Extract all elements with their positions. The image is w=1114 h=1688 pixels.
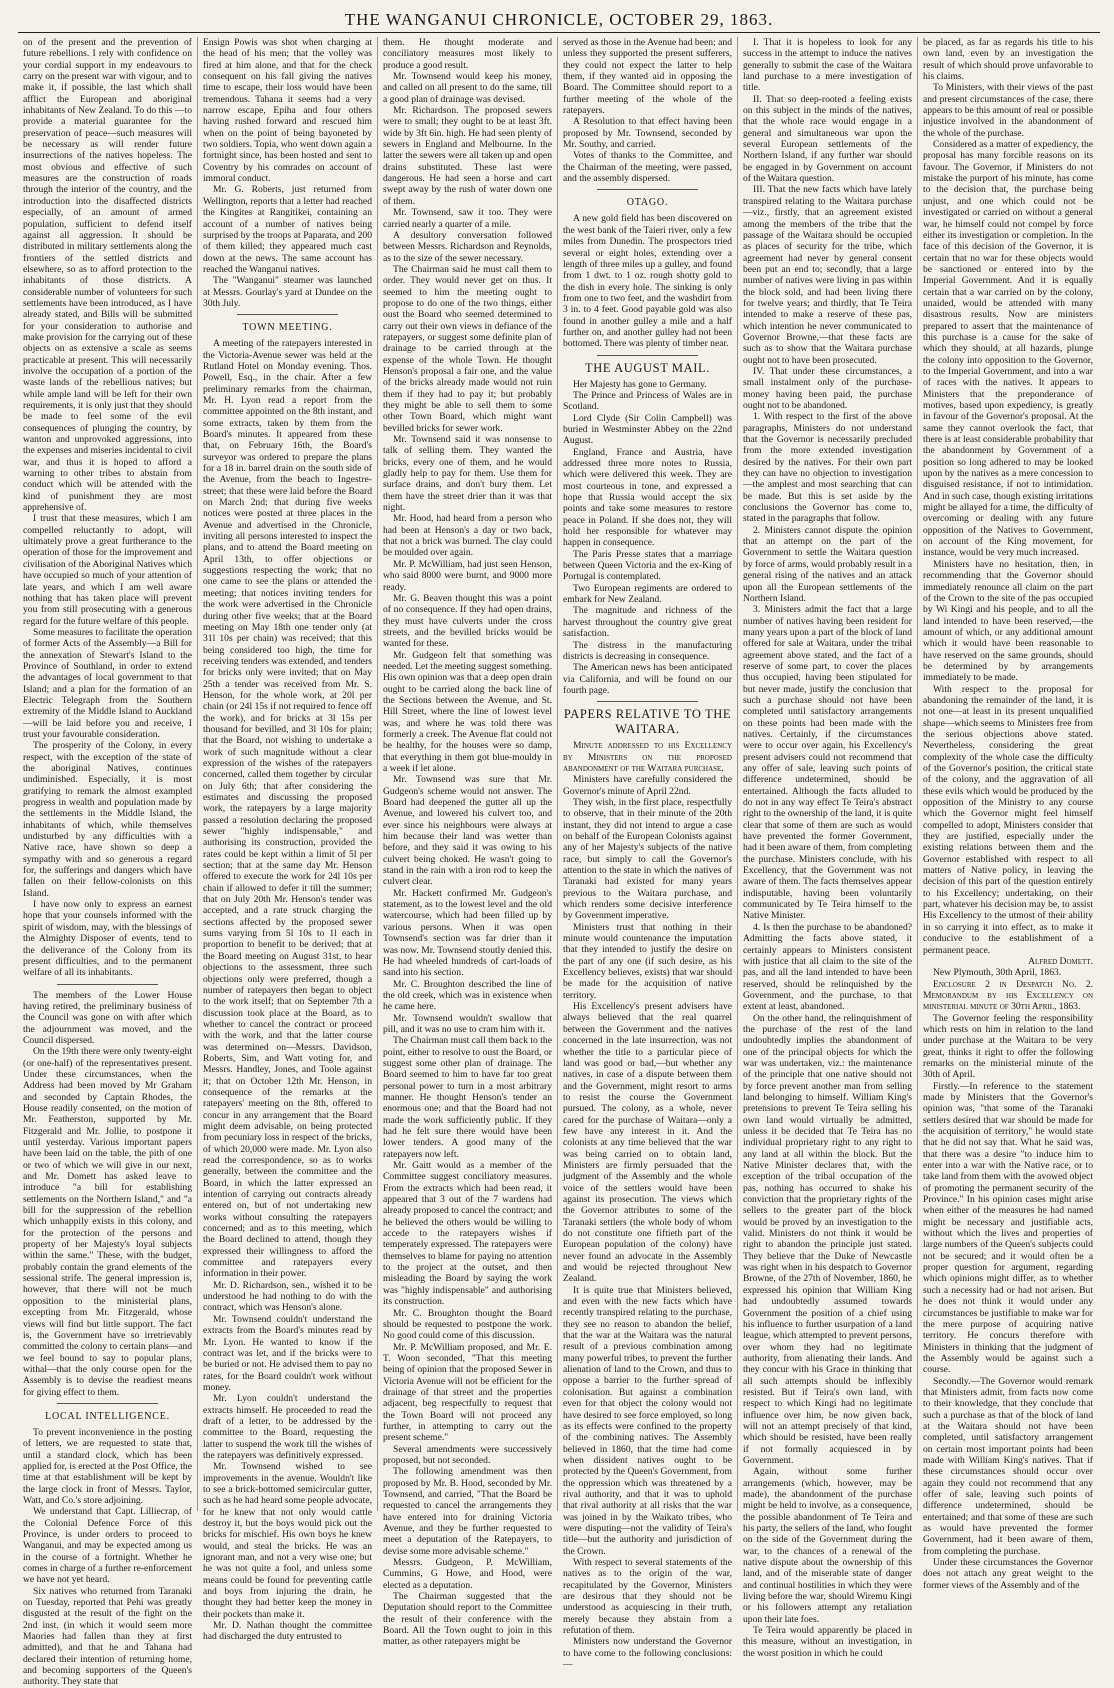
paragraph: I trust that these measures, which I am compelled reluctantly to adopt, will ultimately prove a great furtherance to the operation of those for the improvement and civilisation of the Aboriginal Natives which have occupied so much of your attention of late years, and which I am well aware nothing that has taken place will prevent you from still prosecuting with a generous regard for the future welfare of this people. <box>23 513 192 627</box>
paragraph: 3. Ministers admit the fact that a large number of natives having been resident for many years upon a part of the block of land offered for sale at Waitara, under the tribal agreement above stated, and the fact of a reserve of some part, to cover the places thus occupied, having been stipulated for but never made, justify the conclusion that such a purchase should not have been completed until satisfactory arrangements on these points had been made with the natives. Certainly, if the circumstances were to occur over again, his Excellency's present advisers could not recommend that any offer of sale, leaving such points of difference undetermined, should be entertained. Although the facts alluded to do not in any way effect Te Teira's abstract right to the ownership of the land, it is quite clear that some of them are such as would have prevented the former Government, had it been aware of them, from completing the purchase. Ministers conclude, with his Excellency, that the Government was not aware of them. The facts themselves appear indisputable, having been voluntarily communicated by Te Teira himself to the Native Minister. <box>743 604 912 922</box>
paragraph: on of the present and the prevention of future rebellions. I rely with confidence on your cordial support in my endeavours to carry on the present war with vigour, and to make it, if possible, the last which shall afflict the European and aboriginal inhabitants of New Zealand. To do this —to provide a material guarantee for the preservation of peace—such measures will be necessary as will render future insurrections of the natives hopeless. The most obvious and effective of such measures are the construction of roads through the interior of the country, and the introduction into the disaffected districts especially, of an amount of armed population, sufficient to defend itself against all aggression. It should be distributed in military settlements along the frontiers of the settled districts and elsewhere, so as to afford protection to the inhabitants of those districts. A considerable number of volunteers for such settlements have been introduced, as I have already stated, and Bills will be submitted for your consideration to authorise and make provision for the carrying out of these objects on as extensive a scale as seems practicable at present. This will necessarily involve the occupation of a portion of the waste lands of the rebellious natives; but while ample land will be left for their own requirements, it is only just that they should be made to feel some of the evil consequences of plunging the country, by wanton and unprovoked aggressions, into the expenses and miseries incidental to civil war, and thus it is hoped to afford a warning to other tribes to abstain from conduct which will be attended with the kind of punishment they are most apprehensive of. <box>23 37 192 514</box>
paragraph: Mr. C. Broughton described the line of the old creek, which was in existence when he came here. <box>383 978 552 1013</box>
paragraph: The "Wanganui" steamer was launched at Messrs. Gourlay's yard at Dundee on the 30th July. <box>203 275 372 309</box>
masthead: THE WANGANUI CHRONICLE, OCTOBER 29, 1863. <box>18 8 1100 33</box>
paragraph: The members of the Lower House having retired, the preliminary business of the Council was gone on with after which the adjournment was moved, and the Council dispersed. <box>23 989 192 1046</box>
divider <box>57 984 158 985</box>
paragraph: The Chairman suggested that the Deputation should report to the Committee the result of their conference with the Board. All the Town ought to join in this matter, as other ratepayers might be <box>383 1591 552 1648</box>
paragraph: The Governor feeling the responsibility which rests on him in relation to the land under purchase at the Waitara to be very great, thinks it right to offer the following remarks on the ministerial minute of the 30th of April. <box>923 1012 1093 1081</box>
paragraph: The distress in the manufacturing districts is decreasing in consequence. <box>563 639 732 662</box>
paragraph: With respect to the proposal for abandoning the remainder of the land, it is not one—at least in its present unqualified shape—which seems to Ministers free from the serious objections above stated. Nevertheless, considering the great complexity of the whole case the difficulty of the Governor's position, the critical state of the colony, and the aggravation of all these evils which would be produced by the opposition of the Ministry to any course which the Governor might feel himself compelled to adopt, Ministers consider that they are justified, especially under the existing relations between them and the Governor established with respect to all matters of Native policy, in leaving the decision of this part of the question entirely to his Excellency; undertaking, on their part, whatever his decision may be, to assist His Excellency to the utmost of their ability in so carrying it into effect, as to make it conducive to the establishment of a permanent peace. <box>923 683 1093 956</box>
paragraph: Minute addressed to his Excellency by Ministers on the proposed abandonment of the Waitara purchase. <box>563 740 732 774</box>
column-3 <box>378 37 558 1648</box>
paragraph: IV. That under these circumstances, a small instalment only of the purchase-money having been paid, the purchase ought not to be abandoned. <box>743 365 912 411</box>
paragraph: A new gold field has been discovered on the west bank of the Taieri river, only a few miles from Dunedin. The prospectors tried several or eight holes, extending over a length of three miles up a gulley, and found from 1 dwt. to 1 oz. rough shotty gold to the dish in every hole. The sinking is only from one to two feet, and the washdirt from 3 in. to 4 feet. Good payable gold was also found in another gulley a mile and a half further on, and another gulley had not been bottomed. There was plenty of timber near. <box>563 213 732 350</box>
paragraph: Mr. Richardson. The proposed sewers were to small; they ought to be at least 3ft. wide by 3ft 6in. high. He had seen plenty of sewers in England and Melbourne. In the latter the sewers were all taken up and open drains substituted. These last were dangerous. He had seen a horse and cart swept away by the rush of water down one of them. <box>383 105 552 207</box>
paragraph: Te Teira would apparently be placed in this measure, without an investigation, in the worst position in which he could <box>743 1625 912 1659</box>
paragraph: Under these circumstances the Governor does not attach any great weight to the former views of the Assembly and of the <box>923 1557 1093 1591</box>
column-2 <box>198 37 378 1643</box>
enclosure-heading: Enclosure 2 in Despatch No. 2. Memorandum by his Excellency on ministerial minute of 30th April, 1863. <box>923 978 1093 1013</box>
section-heading-local-intelligence: LOCAL INTELLIGENCE. <box>45 1410 170 1422</box>
paragraph: A desultory conversation followed between Messrs. Richardson and Reynolds, as to the size of the sewer necessary. <box>383 229 552 264</box>
paragraph: Mr. Townsend, saw it too. They were carried nearly a quarter of a mile. <box>383 207 552 230</box>
paragraph: Six natives who returned from Taranaki on Tuesday, reported that Pehi was greatly disgusted at the result of the fight on the 2nd inst. (in which it would seem more Maories had fallen than they at first admitted), and that he and Tahana had declared their intention of returning home, and becoming supporters of the Queen's authority. They state that <box>23 1585 192 1688</box>
paragraph: Lord Clyde (Sir Colin Campbell) was buried in Westminster Abbey on the 22nd August. <box>563 412 732 447</box>
paragraph: Again, without some further arrangements (which, however, may be made), the abandonment of the purchase might be held to involve, as a consequence, the possible abandonment of Te Teira and his party, the sellers of the land, who fought on the side of the Government during the war, to the chances of a renewal of the native dispute about the ownership of this land, and of the miserable state of danger and continual hostilities in which they were living before the war, should Wiremu Kingi or his followers attempt any retaliation upon their late foes. <box>743 1466 912 1625</box>
paragraph: The Chairman said he must call them to order. They would never get on thus. It seemed to him the meeting ought to propose to do one of the two things, either oust the Board who seemed determined to carry out their own views in defiance of the ratepayers, or suggest some definite plan of drainage to be carried through at the expense of the whole Town. He thought Henson's proposal a fair one, and the value of the bricks already made would not ruin them if they had to pay it; but probably they might be able to sell them to some other Town Board, which might want bevilled bricks for sewer work. <box>383 263 552 434</box>
paragraph: Ministers now understand the Governor to have come to the following conclusions:— <box>563 1636 732 1671</box>
section-heading-otago: OTAGO. <box>626 197 669 209</box>
section-heading-waitara-papers: PAPERS RELATIVE TO THE WAITARA. <box>563 707 732 737</box>
paragraph: I have now only to express an earnest hope that your counsels informed with the spirit of wisdom, may, with the blessings of the Almighty Disposer of events, tend to the deliverance of the Colony from its present difficulties, and to the permanent welfare of all its inhabitants. <box>23 899 192 979</box>
divider <box>237 314 338 315</box>
paragraph: Mr. G. Beaven thought this was a point of no consequence. If they had open drains, they must have culverts under the cross streets, and the bevilled bricks would be wanted for these. <box>383 592 552 650</box>
paragraph: Mr. Hackett confirmed Mr. Gudgeon's statement, as to the lowest level and the old watercourse, which had been filled up by various persons. When it was open Townsend's section was far drier than it was now. Mr. Townsend stoutly denied this. He had wheeled hundreds of cart-loads of sand into his section. <box>383 887 552 979</box>
paragraph: Secondly.—The Governor would remark that Ministers admit, from facts now come to their knowledge, that they conclude that such a purchase as that of the block of land at the Waitara should not have been completed, until satisfactory arrangement on certain most important points had been made with William King's natives. That if these circumstances should occur over again they could not recommend that any offer of sale, leaving such points of difference undetermined, should be entertained; and that some of these are such as would have prevented the former Government, had it been aware of them, from completing the purchase. <box>923 1375 1093 1557</box>
paragraph: The Paris Presse states that a marriage between Queen Victoria and the ex-King of Portugal is contemplated. <box>563 548 732 583</box>
column-1 <box>18 37 198 1688</box>
paragraph: We understand that Capt. Lilliecrap, of the Colonial Defence Force of this Province, is under orders to proceed to Wanganui, and may be expected among us in the course of a fortnight. Whether he comes in charge of a further re-enforcement we have not yet heard. <box>23 1506 192 1586</box>
paragraph: On the 19th there were only twenty-eight (or one-half) of the representatives present. Under these circumstances, when the Address had been moved by Mr Graham and seconded by Captain Rhodes, the House readily consented, on the motion of Mr. Featherston, supported by Mr. Fitzgerald and Mr. Jollie, to postpone it until yesterday. Various important papers have been laid on the table, the pith of one or two of which we will give in our next, and Mr. Domett has asked leave to introduce "a bill for establishing settlements on the Northern Island," and "a bill for the suppression of the rebellion which unhappily exists in this colony, and for the protection of the persons and property of her Majesty's loyal subjects within the same." These, with the budget, probably contain the grand elements of the sessional strife. The general impression is, however, that there will not be much opposition to the ministerial plans, excepting from Mr. Fitzgerald, whose views will find but little support. The fact is, the Government have so irretrievably committed the colony to certain plans—and we feel bound to say to popular plans, withal—that the only course open for the Assembly is to devise the readiest means for giving effect to them. <box>23 1046 192 1398</box>
paragraph: Mr. Townsend couldn't understand the extracts from the Board's minutes read by Mr. Lyon. He wanted to know if the contract was let, and if the bricks were to be buried or not. He advised them to pay no rates, for the Board couldn't work without money. <box>203 1313 372 1393</box>
paragraph: Considered as a matter of expediency, the proposal has many forcible reasons on its favour. The Governor, if Ministers do not mistake the purport of his minute, has come to the decision that, the purchase being unjust, and one which could not be investigated or carried on without a general war, he himself could not compel by force either its investigation or completion. In the face of this decision of the Governor, it is certain that no war for these objects would be sanctioned or entered into by the Imperial Government. And it is equally certain that a war carried on by the colony, unaided, would be attended with many disastrous results. Now are ministers prepared to assert that the maintenance of this purchase is a cause for the sake of which they should, at all hazards, plunge the colony into opposition to the Governor, to the Imperial Government, and into a war of races with the natives. It appears to Ministers that the preponderance of motives, based upon expediency, is greatly in favour of the Governor's proposal. At the same they cannot overlook the fact, that there is at least considerable probability that the abandonment by Government of a position so long adhered to may be looked upon by the natives as a mere concession to disguised resistance, if not to intimidation. And in such case, though existing irritations might be allayed for a time, the difficulty of overcoming or dealing with any future opposition of the Natives to Government, on account of the King movement, for instance, would be very much increased. <box>923 139 1094 559</box>
paragraph: II. That so deep-rooted a feeling exists on this subject in the minds of the natives, that the whole race would engage in a general and simultaneous war upon the several European settlements of the Northern Island, if any further war should be engaged in by Government on account of the Waitara question. <box>743 93 912 185</box>
paragraph: served as those in the Avenue had been; and unless they supported the present sufferers, they could not expect the latter to help them, if they wanted aid in opposing the Board. The Committee should report to a further meeting of the whole of the ratepayers. <box>563 37 732 117</box>
paragraph: 4. Is then the purchase to be abandoned? Admitting the facts above stated, it certainly appears to Ministers consistent with justice that all claim to the site of the pas, and all the land intended to have been reserved, should be relinquished by the Government, and the purchase, to that extent at least, abandoned. <box>743 921 912 1013</box>
paragraph: Mr. Townsend wished to see improvements in the avenue. Wouldn't like to see a brick-bottomed semicircular gutter, such as he had heard some people advocate, for he knew that not only would cattle destroy it, but the boys would pick out the bricks for mischief. His own boys he knew would, and steal the bricks. He was an ignorant man, and not a very wise one; but he was not quite a fool, and unless some means could be found for preventing cattle and boys from injuring the drain, he thought they had better keep the money in their pockets than make it. <box>203 1461 372 1620</box>
paragraph: The American news has been anticipated via California, and will be found on our fourth page. <box>563 662 732 696</box>
paragraph: Mr. Townsend said it was nonsense to talk of selling them. They wanted the bricks, every one of them, and he would gladly help to pay for them. Use them for surface drains, and don't bury them. Let them have the street drier than it was that night. <box>383 434 552 514</box>
column-5 <box>738 37 918 1659</box>
paragraph: Mr. G. Roberts, just returned from Wellington, reports that a letter had reached the Kingites at Rangitikei, containing an account of a number of natives being surprised by the troops at Paparata, and 200 of them killed; they appeared much cast down at the news. The same account has reached the Wanganui natives. <box>203 184 372 275</box>
column-4 <box>558 37 738 1671</box>
paragraph: His Excellency's present advisers have always believed that the real quarrel between the Government and the natives concerned in the late insurrection, was not whether the title to a particular piece of land was good or bad,—but whether any natives, in case of a dispute between them and the Government, might resort to arms to resist the course the Government pursued. The colony, as a whole, never cared for the purchase of Waitara—only a few have any interest in it. And the colonists at any time believed that the war was being carried on to obtain land, Ministers are firmly persuaded that the judgment of the Assembly and the whole voice of the settlers would have been against its prosecution. The views which the Governor attributes to some of the Taranaki settlers (the whole body of whom do not constitute one fiftieth part of the European population of the colony) have never found an advocate in the Assembly and would be rejected throughout New Zealand. <box>563 1001 732 1285</box>
paragraph: Mr. Gudgeon felt that something was needed. Let the meeting suggest something. His own opinion was that a deep open drain ought to be carried along the back line of the Sections between the Avenue, and St. Hill Street, where the line of lowest level was, and where he was told there was formerly a creek. The Avenue flat could not be healthy, for the houses were so damp, that everything in them got blue-mouldy in a week if let alone. <box>383 649 552 774</box>
paragraph: Mr. P. McWilliam proposed, and Mr. E. T. Woon seconded, "That this meeting being of opinion that the proposed Sewer in Victoria Avenue will not be efficient for the drainage of that street and the properties adjacent, beg respectfully to request that the Town Board will not proceed any further, in attempting to carry out the present scheme." <box>383 1341 552 1444</box>
divider <box>597 189 698 190</box>
paragraph: Ministers have no hesitation, then, in recommending that the Governor should immediately renounce all claim on the part of the Crown to the site of the pas occupied by Wi Kingi and his people, and to all the land intended to have been reserved,—the amount of which, or any additional amount which it would have been reasonable to have reserved on the same grounds, should be determined by by arrangements immediately to be made. <box>923 558 1093 684</box>
paragraph: Mr. D. Richardson, sen., wished it to be understood he had nothing to do with the contract, which was Henson's alone. <box>203 1279 372 1314</box>
paragraph: The prosperity of the Colony, in every respect, with the exception of the state of the aboriginal Natives, continues undiminished. Especially, it is most gratifying to remark the almost exampled progress in wealth and population made by the settlements in the Middle Island, the inhabitants of which, while themselves undisturbed by any difficulties with a Native race, have shown so deep a sympathy with and so generous a regard for, the sufferings and dangers which have fallen on their fellow-colonists on this Island. <box>23 740 192 899</box>
paragraph: On the other hand, the relinquishment of the purchase of the rest of the land undoubtedly implies the abandonment of one of the principal objects for which the war was undertaken, viz.: the maintenance of the principle that one native should not by force prevent another man from selling land belonging to himself. William King's pretensions to prevent Te Teira selling his own land would virtually be admitted, unless it be decided that Te Teira has no individual proprietary right to any right to any land at all within the block. But the Native Minister declares that, with the exception of the tribal occupation of the pas, nothing has occurred to shake his conviction that the proprietary rights of the sellers to the greater part of the block would be proved by an investigation to the valid. Ministers do not think it would be right to abandon the principle just stated. They believe that the Duke of Newcastle was right when in his despatch to Governor Browne, of the 27th of November, 1860, he expressed his opinion that William King had undoubtedly assumed towards Government the position of a chief using his influence to further usurpation of a land league, which attempted to prevent persons, over whom they had no legitimate authority, from alienating their lands. And they concur with his Grace in thinking that all such attempts should be inflexibly resisted. But if Teira's own land, with respect to which Kingi had no legitimate influence over him, be now given back, will not an attempt precisely of that kind, which should be resisted, have been really if not formally acquiesced in by Government. <box>743 1012 912 1466</box>
paragraph: To prevent inconvenience in the posting of letters, we are requested to state that, until a standard clock, which has been applied for, is erected at the Post Office, the time at that establishment will be kept by the large clock in front of Messrs. Taylor, Watt, and Co.'s store adjoining. <box>23 1426 192 1506</box>
paragraph: 1. With respect to the first of the above paragraphs, Ministers do not understand that the Governor is necessarily precluded from the more extended investigation desired by the natives. For their own part they can have no objection to investigation—the amplest and most searching that can be made. But this is set aside by the conclusions the Governor has come to, stated in the paragraphs that follow. <box>743 411 912 525</box>
paragraph: To Ministers, with their views of the past and present circumstances of the case, there appears to be this amount of real or possible injustice involved in the abandonment of the whole of the purchase. <box>923 82 1093 139</box>
paragraph: Mr. P. McWilliam, had just seen Henson, who said 8000 were burnt, and 9000 more ready. <box>383 558 552 593</box>
paragraph: Votes of thanks to the Committee, and the Chairman of the meeting, were passed, and the assembly dispersed. <box>563 150 732 185</box>
paragraph: Ensign Powis was shot when charging at the head of his men; that the volley was fired at him alone, and that for the check consequent on his fall giving the natives time to escape, their loss would have been tremendous. Tahana it seems had a very narrow escape, Epiha and four others having rushed forward and rescued him when on the point of being bayoneted by two soldiers. Topia, who went down again a fortnight since, has been hosted and sent to Coventry by his comrades on account of immoral conduct. <box>203 37 372 185</box>
paragraph: The Prince and Princess of Wales are in Scotland. <box>563 389 732 413</box>
paragraph: Mr. D. Nathan thought the committee had discharged the duty entrusted to <box>203 1620 372 1643</box>
paragraph: 2. Ministers cannot dispute the opinion that an attempt on the part of the Government to settle the Waitara question by force of arms, would probably result in a general rising of the natives and an attack upon all the European settlements of the Northern Island. <box>743 524 912 604</box>
section-heading-august-mail: THE AUGUST MAIL. <box>585 360 710 375</box>
paragraph: With respect to several statements of the natives as to the origin of the war, recapitulated by the Governor, Ministers are desirous that they should not be understood as acquiescing in their truth, merely because they abstain from a refutation of them. <box>563 1556 732 1637</box>
paragraph: England, France and Austria, have addressed three more notes to Russia, which were delivered this week. They are most courteous in tone, and expressed a hope that Russia would accept the six points and take some measures to restore peace in Poland. If she does not, they will hold her responsible for whatever may happen in consequence. <box>563 446 732 549</box>
paragraph: The following amendment was then proposed by Mr. B. Hood, seconded by Mr. Townsend, and carried, "That the Board be requested to cancel the arrangements they have entered into for draining Victoria Avenue, and they be further requested to meet a deputation of the Ratepayers, to devise some more advisable scheme." <box>383 1466 552 1557</box>
paragraph: It is quite true that Ministers believed, and even with the new facts which have recently transpired relating to the purchase, they see no reason to abandon the belief, that the war at the Waitara was the natural result of a previous combination among many powerful tribes, to prevent the further alienation of land to the Crown, and thus to oppose a barrier to the further spread of colonisation. But against a combination even for that object the colony would not have desired to see force employed, so long as its effects were confined to the property of the combining natives. The Assembly believed in 1860, that the time had come when dissident natives ought to be protected by the Queen's Government, from the oppression which was threatened by a rival authority, and that it was to uphold that rival authority at all risks that the war was joined in by the Waikato tribes, who were disputing—not the validity of Teira's title—but the authority and jurisdiction of the Crown. <box>563 1284 732 1557</box>
dateline: New Plymouth, 30th April, 1863. <box>933 967 1062 979</box>
paragraph: They wish, in the first place, respectfully to observe, that in their minute of the 20th instant, they did not intend to argue a case on behalf of the European Colonists against any of her Majesty's subjects of the native race, but simply to call the Governor's attention to the state in which the natives of Taranaki had existed for many years previous to the Waitara purchase, and which renders some decisive interference by Government imperative. <box>563 796 732 922</box>
column-6 <box>918 37 1098 1591</box>
paragraph: Mr. Townsend would keep his money, and called on all present to do the same, till a good plan of drainage was devised. <box>383 71 552 105</box>
paragraph: Mr. Townsend was sure that Mr. Gudgeon's scheme would not answer. The Board had deepened the gutter all up the Avenue, and lowered his culvert too, and ever since his neighbours were always at him because their land was wetter than before, and they said it was owing to his culvert being choked. He wasn't going to stand in the rain with a iron rod to keep the culvert clear. <box>383 774 552 888</box>
paragraph: Mr. Lyon couldn't understand the extracts himself. He proceeded to read the draft of a letter, to be addressed by the committee to the Board, requesting the latter to suspend the work till the wishes of the ratepayers was definitively expressed. <box>203 1393 372 1461</box>
columns <box>18 37 1100 1688</box>
paragraph: them. He thought moderate and conciliatory measures most likely to produce a good result. <box>383 37 552 71</box>
paragraph: A Resolution to that effect having been proposed by Mr. Townsend, seconded by Mr. Southy, and carried. <box>563 116 732 151</box>
paragraph: The Chairman must call them back to the point, either to resolve to oust the Board, or suggest some other plan of drainage. The Board seemed to him to have far too great personal power to turn in a most arbitrary manner. He thought Henson's tender an enormous one; and that the Board had not made the work sufficiently public. If they had he felt sure there would have been lower tenders. A good many of the ratepayers now left. <box>383 1035 552 1160</box>
paragraph: Mr. Gaitt would as a member of the Committee suggest conciliatory measures. From the extracts which had been read, it appeared that 3 out of the 7 wardens had already proposed to cancel the contract; and he believed the others would be willing to accede to the ratepayers wishes if temperately expressed. The ratepayers were themselves to blame for paying no attention to the project at the outset, and then misleading the Board by saying the work was "highly indispensable" and authorising its construction. <box>383 1160 552 1308</box>
paragraph: III. That the new facts which have lately transpired relating to the Waitara purchase—viz., firstly, that an agreement existed among the members of the tribe that the passage of the Waitara should be occupied as places of security for the tribe, which agreement had never by general consent been put an end to; secondly, that a large number of natives were living in pas within the block sold, and had been living there for twelve years; and thirdly, that Te Teira intended to make a reserve of these pas, which intention he never communicated to Governor Browne,—that these facts are such as to show that the Waitara purchase ought not to have been prosecuted. <box>743 184 912 366</box>
paragraph: Firstly.—In reference to the statement made by Ministers that the Governor's opinion was, "that some of the Taranaki settlers desired that war should be made for the acquisition of territory," he would state that he did not say that. What he said was, that there was a desire "to induce him to enter into a war with the Native race, or to take land from them with the avowed object of promoting the permanent security of the Province." In his opinion cases might arise when either of the measures he had named might be necessary and justifiable acts, without which the lives and properties of large numbers of the Queen's subjects could not be secured; and it would often be a proper question for argument, regarding which opinions might differ, as to whether such a necessity had or had not arisen. But he does not think it would under any circumstances be justifiable to make war for the mere purpose of acquiring native territory. He concurs therefore with Ministers in thinking that the judgment of the Assembly would be against such a course. <box>923 1080 1093 1376</box>
paragraph: Some measures to facilitate the operation of former Acts of the Assembly—a Bill for the annexation of Stewart's Island to the Province of Southland, in order to extend the advantages of local government to that Island; and a plan for the formation of an Electric Telegraph from the Southern extremity of the Middle Island to Auckland—will be laid before you and receive, I trust your favourable consideration. <box>23 626 192 740</box>
paragraph: I. That it is hopeless to look for any success in the attempt to induce the natives generally to submit the case of the Waitara land purchase to a mere investigation of title. <box>743 37 912 94</box>
paragraph: Mr. Hood, had heard from a person who had been at Henson's a day or two back, that not a brick was burned. The clay could be moulded over again. <box>383 513 552 559</box>
paragraph: The magnitude and richness of the harvest throughout the country give great satisfaction. <box>563 605 732 640</box>
divider <box>57 1403 158 1404</box>
paragraph: Messrs. Gudgeon, P. McWilliam, Cummins, G Howe, and Hood, were elected as a deputation. <box>383 1557 552 1591</box>
divider <box>597 701 698 702</box>
paragraph: be placed, as far as regards his title to his own land, even by an investigation the result of which should prove unfavorable to his claims. <box>923 37 1093 83</box>
signature-alfred-domett: Alfred Domett. <box>1028 955 1093 967</box>
paragraph: Ministers have carefully considered the Governor's minute of April 22nd. <box>563 774 732 797</box>
section-heading-town-meeting: TOWN MEETING. <box>242 322 333 334</box>
divider <box>597 355 698 356</box>
paragraph: Two European regiments are ordered to embark for New Zealand. <box>563 582 732 606</box>
paragraph: Her Majesty has gone to Germany. <box>573 378 707 390</box>
paragraph: Ministers trust that nothing in their minute would countenance the imputation that they intended to justify the desire on the part of any one (if such desire, as his Excellency believes, exists) that war should be made for the acquisition of native territory. <box>563 921 732 1001</box>
paragraph: Several amendments were successively proposed, but not seconded. <box>383 1443 552 1466</box>
paragraph: Mr. Townsend wouldn't swallow that pill, and it was no use to cram him with it. <box>383 1012 552 1035</box>
paragraph: A meeting of the ratepayers interested in the Victoria-Avenue sewer was held at the Rutland Hotel on Monday evening. Thos. Powell, Esq., in the chair. After a few preliminary remarks from the chairman, Mr. H. Lyon read a report from the committee appointed on the 8th instant, and some extracts, taken by them from the Board's minutes. It appeared from these that, on February 16th, the Board's surveyor was ordered to prepare the plans for a 18 in. barrel drain on the south side of the Avenue, from the beach to Ingestre-street; that these were laid before the Board on March 2nd; that during five weeks notices were posted at three places in the Avenue and advertised in the Chronicle, inviting all persons interested to inspect the plans, and to attend the Board meeting on April 13th, to offer objections or suggestions respecting the work; that no one came to see the plans or attended the meeting; that notices inviting tenders for the work were advertised in the Chronicle during other five weeks; that at the Board meeting on May 18th one tender only (at 31l 10s per chain) was received; that this being considered too high, the time for receiving tenders was extended, and tenders for bricks only were invited; that on May 25th a tender was received from Mr. S. Henson, for the whole work, at 20l per chain (or 24l 15s if not required to fence off the work), and for bricks at 3l 15s per thousand for bevilled, and 3l 10s for plain; that the Board, not wishing to undertake a work of such magnitude without a clear expression of the wishes of the ratepayers concerned, called them together by circular on July 6th; that after considering the estimates and discussing the proposed work, the ratepayers by a large majority passed a resolution declaring the proposed sewer "highly indispensable," and authorising its construction, provided the rates could be kept within a limit of 5l per section; that at the same day Mr. Henson offered to execute the work for 24l 10s per chain if allowed to defer it till the summer; that on July 20th Mr. Henson's tender was accepted, and a rate struck charging the sections affected by the proposed sewer sums varying from 5l 10s to 1l each in proportion to benefit to be derived; that at the Board meeting on August 31st, to hear objections to the assessment, three such objections only were preferred, though a number of ratepayers then began to object to the work itself; that on September 7th a discussion took place at the Board, as to whether to cancel the contract or proceed with the work, and that the latter course was determined on—Messrs. Davidson, Roberts, Sim, and Watt voting for, and Messrs. Handley, Jones, and Toole against it; that on October 12th Mr. Henson, in consequence of the remarks at the ratepayers' meeting on the 8th, offered to concur in any arrangement that the Board might deem advisable, on being protected from pecuniary loss in respect of the bricks, of which 20,000 were made. Mr. Lyon also read the correspondence, so as to works generally, between the committee and the Board, in which the latter expressed an intention of carrying out contracts already entered on, but of not undertaking new works without consulting the ratepayers concerned; and as to this meeting, which the Board declined to attend, though they expressed their willingness to afford the committee and ratepayers every information in their power. <box>203 338 372 1280</box>
paragraph: Mr. C. Broughton thought the Board should be requested to postpone the work. No good could come of this discussion. <box>383 1307 552 1342</box>
